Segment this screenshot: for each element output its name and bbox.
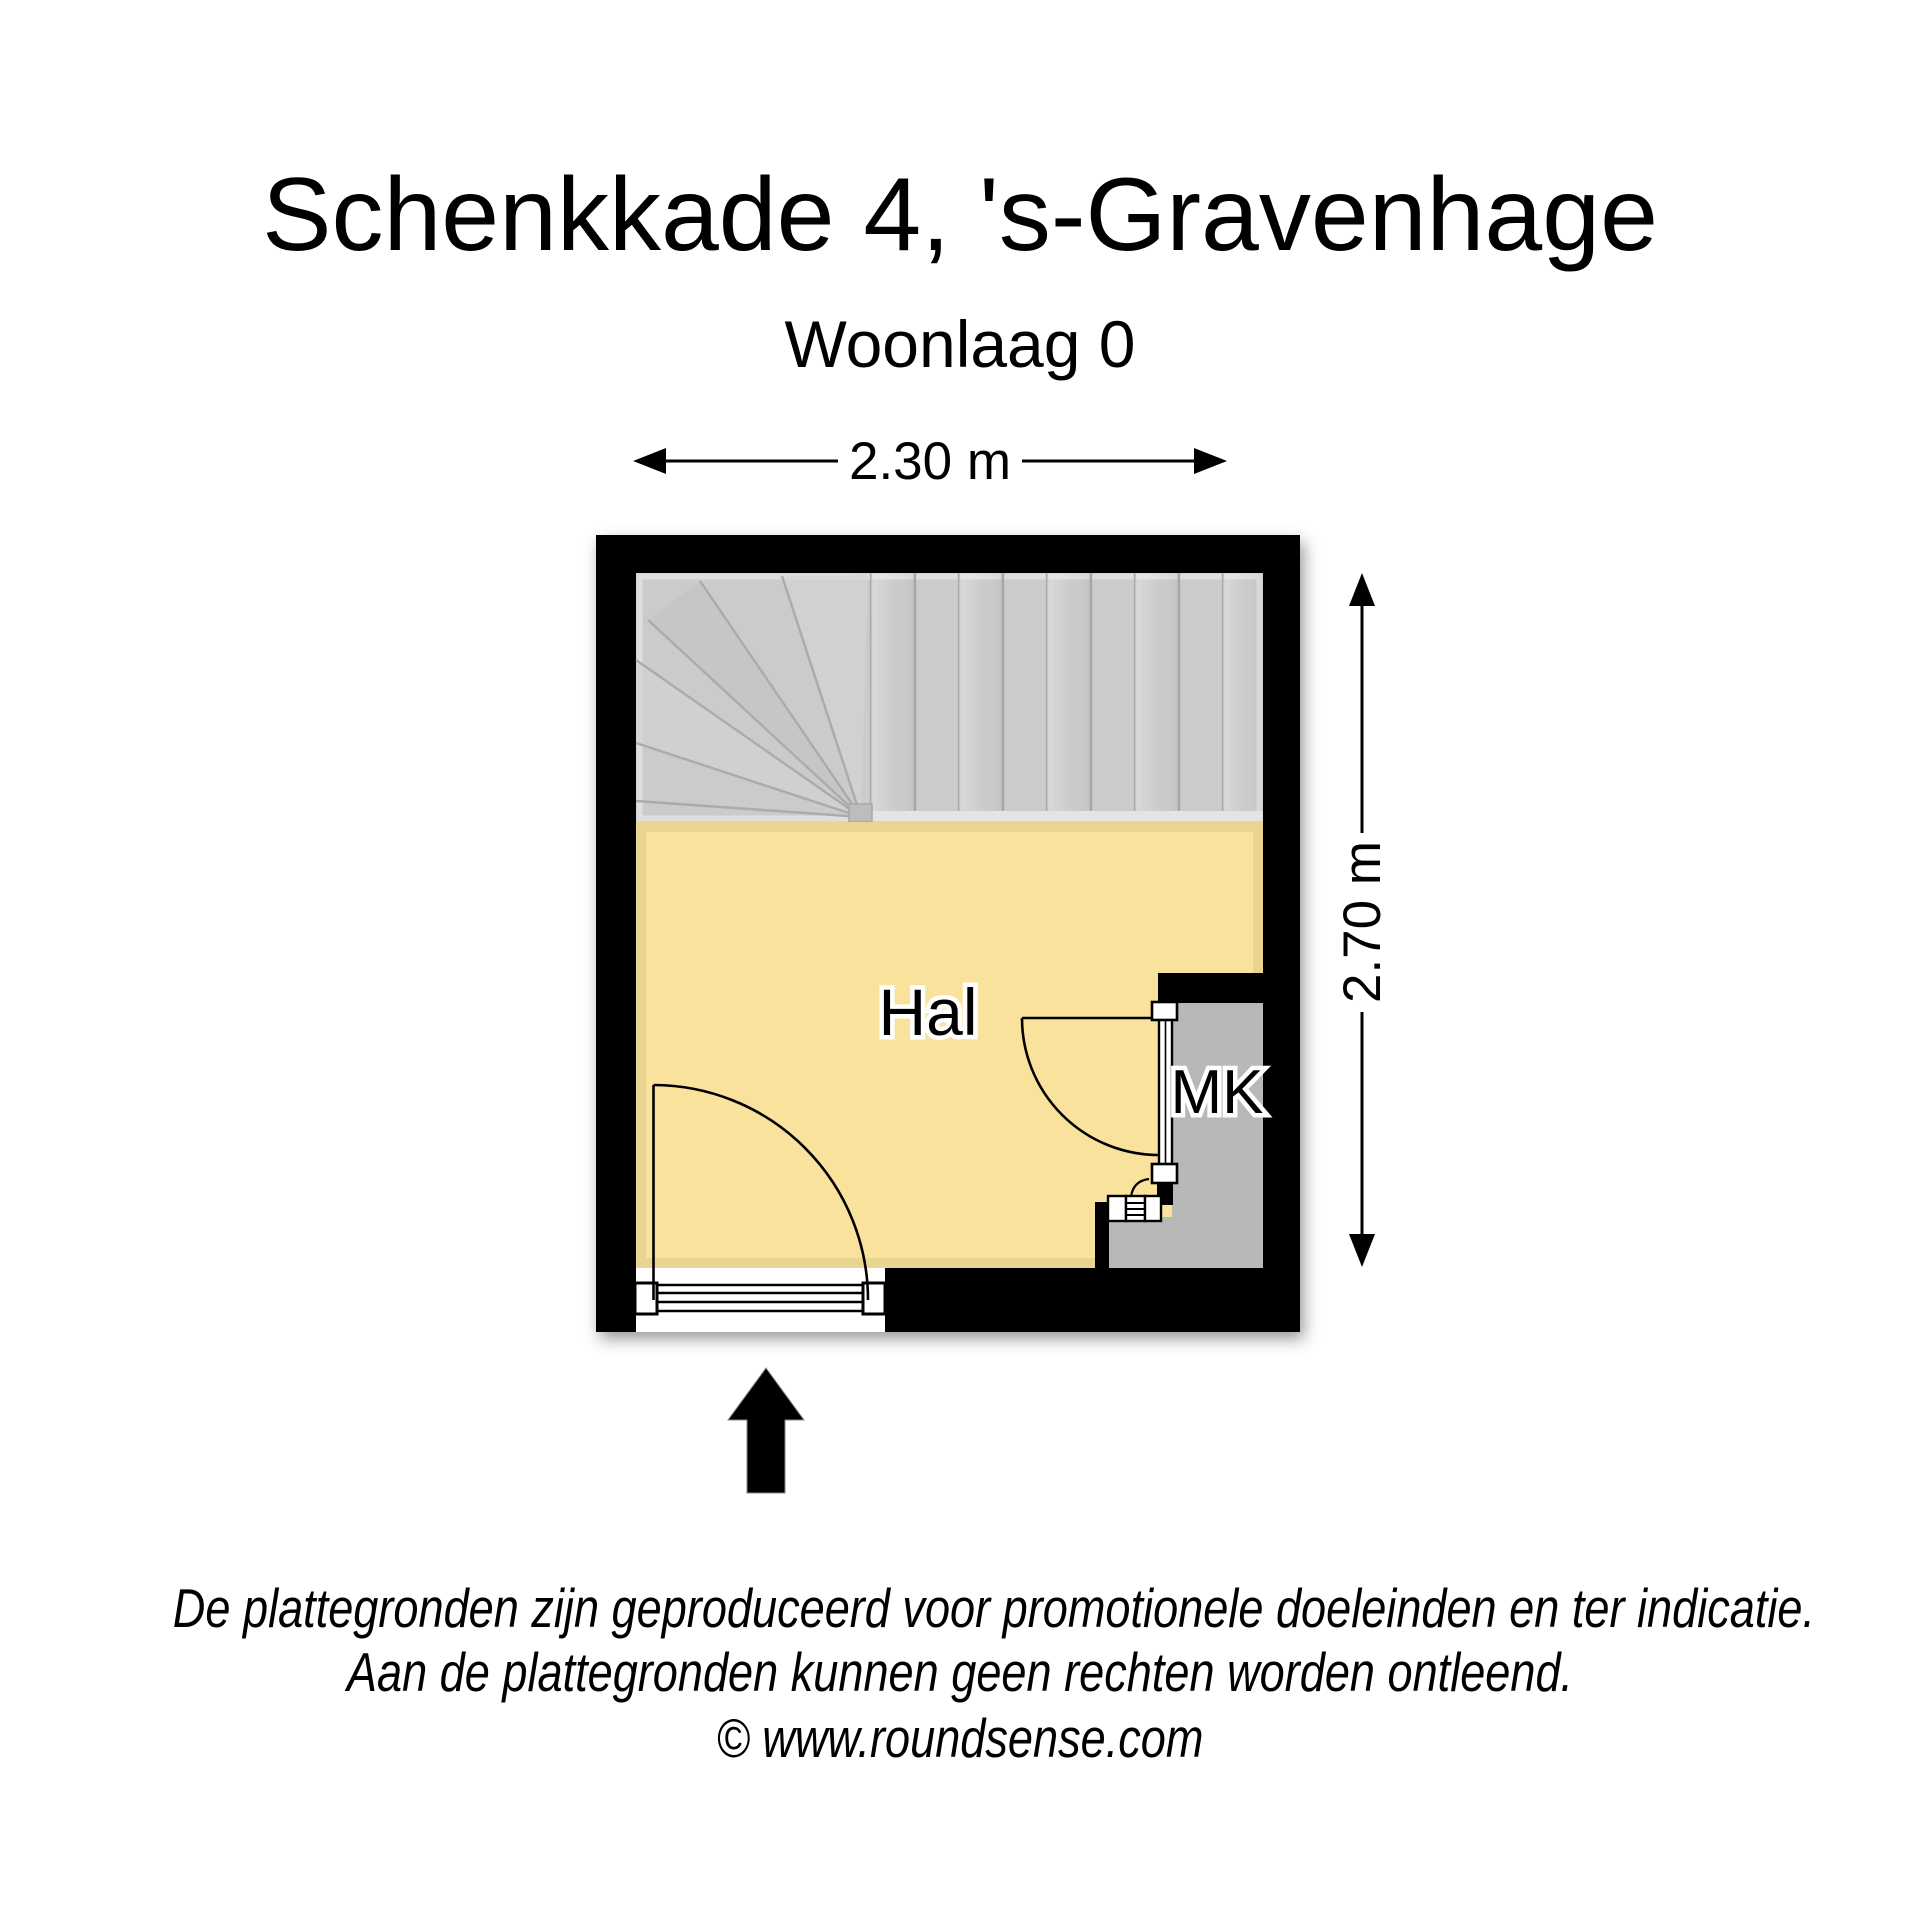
floor-subtitle: Woonlaag 0 [784,307,1136,381]
staircase [636,573,1263,822]
width-dimension-label: 2.30 m [848,432,1012,491]
height-dimension [1333,573,1392,1267]
disclaimer-line-1: De plattegronden zijn geproduceerd voor promotionele doeleinden en ter indicatie. [172,1577,1816,1639]
copyright-line: © www.roundsense.com [716,1707,1204,1769]
width-dimension [633,432,1227,491]
dim-arrowhead-bottom [1349,1234,1375,1267]
page-title: Schenkkade 4, 's-Gravenhage [262,157,1658,273]
disclaimer-line-2: Aan de plattegronden kunnen geen rechten worden ontleend. [346,1641,1574,1703]
room-label-mk: MK [1170,1058,1264,1127]
dim-arrowhead-top [1349,573,1375,606]
height-dimension-label: 2.70 m [1333,840,1392,1004]
floorplan [596,535,1300,1332]
door-post-right [863,1283,885,1314]
stair-winder-hub [849,804,872,822]
dim-arrowhead-right [1194,448,1227,474]
room-label-hall: Hal [878,975,978,1049]
dim-arrowhead-left [633,448,666,474]
entrance-arrow-icon [728,1368,804,1493]
disclaimer [0,1576,1920,1770]
